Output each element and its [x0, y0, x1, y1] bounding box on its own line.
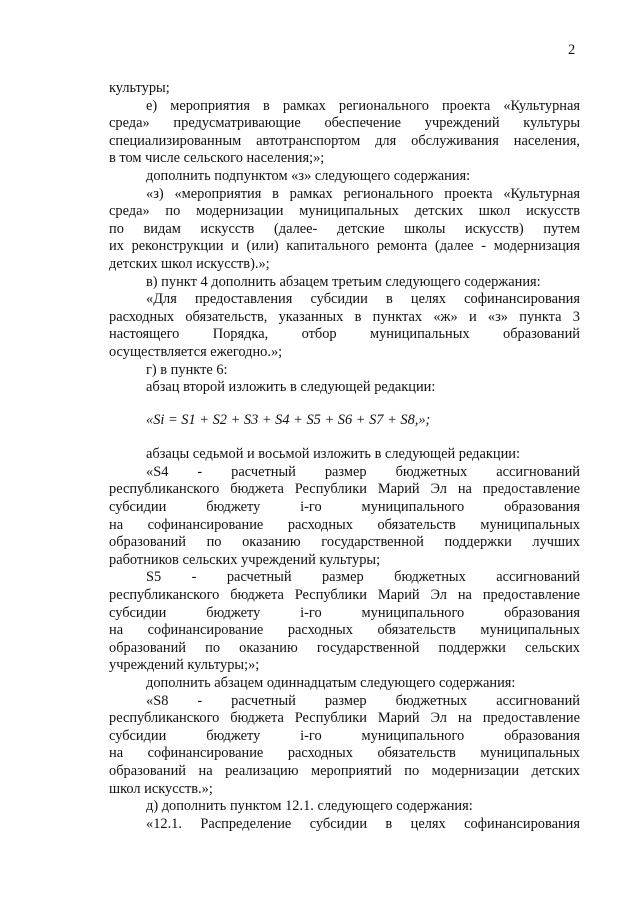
text-line: субсидии бюджету i-го муниципального образования	[109, 604, 580, 621]
text-line: «з) «мероприятия в рамках регионального проекта «Культурная	[146, 185, 580, 202]
text-line: республиканского бюджета Республики Марий Эл на предоставление	[109, 481, 580, 498]
paragraph	[109, 186, 580, 274]
paragraph	[109, 675, 580, 693]
text-line: расходных обязательств, указанных в пунктах «ж» и «з» пункта 3	[109, 308, 580, 325]
text-line: образований по оказанию государственной поддержки сельских	[109, 639, 580, 656]
paragraph	[109, 464, 580, 570]
paragraph	[109, 291, 580, 361]
text-line: настоящего Порядка, отбор муниципальных образований	[109, 326, 580, 343]
paragraph	[109, 798, 580, 816]
page-number: 2	[568, 42, 576, 58]
paragraph	[109, 816, 580, 834]
text-line: на софинансирование расходных обязательств муниципальных	[109, 516, 580, 533]
text-line: по видам искусств (далее- детские школы искусств) путем	[109, 220, 580, 237]
text-line: осуществляется ежегодно.»;	[109, 343, 283, 360]
text-line: абзац второй изложить в следующей редакции:	[146, 379, 436, 396]
paragraph	[109, 98, 580, 168]
text-line: «Для предоставления субсидии в целях софинансирования	[146, 291, 580, 308]
text-line: в том числе сельского населения;»;	[109, 150, 325, 167]
spacer	[109, 429, 580, 446]
text-line: S5 - расчетный размер бюджетных ассигнований	[146, 569, 580, 586]
text-line: школ искусств.»;	[109, 780, 213, 797]
text-line: субсидии бюджету i-го муниципального образования	[109, 499, 580, 516]
text-line: образований на реализацию мероприятий по модернизации детских	[109, 762, 580, 779]
text-line: г) в пункте 6:	[146, 361, 228, 378]
text-line: среда» по модернизации муниципальных детских школ искусств	[109, 203, 580, 220]
text-line: их реконструкции и (или) капитального ремонта (далее - модернизация	[109, 238, 580, 255]
spacer	[109, 397, 580, 412]
text-line: дополнить подпунктом «з» следующего содержания:	[146, 167, 471, 184]
text-line: «12.1. Распределение субсидии в целях софинансирования	[146, 815, 580, 832]
text-line: детских школ искусств).»;	[109, 255, 270, 272]
text-line: республиканского бюджета Республики Марий Эл на предоставление	[109, 587, 580, 604]
text-line: абзацы седьмой и восьмой изложить в следующей редакции:	[146, 446, 520, 463]
formula-line	[109, 412, 580, 430]
document-body	[109, 80, 580, 833]
text-line: учреждений культуры;»;	[109, 657, 260, 674]
paragraph	[109, 379, 580, 397]
paragraph	[109, 446, 580, 464]
text-line: на софинансирование расходных обязательств муниципальных	[109, 745, 580, 762]
paragraph	[109, 569, 580, 675]
text-line: «S4 - расчетный размер бюджетных ассигнований	[146, 463, 580, 480]
paragraph	[109, 168, 580, 186]
text-line: е) мероприятия в рамках регионального проекта «Культурная	[146, 97, 580, 114]
text-line: культуры;	[109, 80, 170, 96]
text-line: в) пункт 4 дополнить абзацем третьим следующего содержания:	[146, 273, 541, 290]
paragraph	[109, 693, 580, 799]
paragraph	[109, 362, 580, 380]
text-line: д) дополнить пунктом 12.1. следующего содержания:	[146, 798, 473, 815]
text-line: образований по оказанию государственной поддержки лучших	[109, 534, 580, 551]
text-line: специализированным автотранспортом для обслуживания населения,	[109, 132, 580, 149]
text-line: среда» предусматривающие обеспечение учреждений культуры	[109, 115, 580, 132]
text-line: «Si = S1 + S2 + S3 + S4 + S5 + S6 + S7 + S8,»;	[146, 411, 431, 428]
text-line: субсидии бюджету i-го муниципального образования	[109, 727, 580, 744]
paragraph	[109, 80, 580, 98]
text-line: на софинансирование расходных обязательств муниципальных	[109, 622, 580, 639]
paragraph	[109, 274, 580, 292]
text-line: работников сельских учреждений культуры;	[109, 551, 381, 568]
text-line: «S8 - расчетный размер бюджетных ассигнований	[146, 692, 580, 709]
text-line: республиканского бюджета Республики Марий Эл на предоставление	[109, 710, 580, 727]
text-line: дополнить абзацем одиннадцатым следующего содержания:	[146, 675, 516, 691]
